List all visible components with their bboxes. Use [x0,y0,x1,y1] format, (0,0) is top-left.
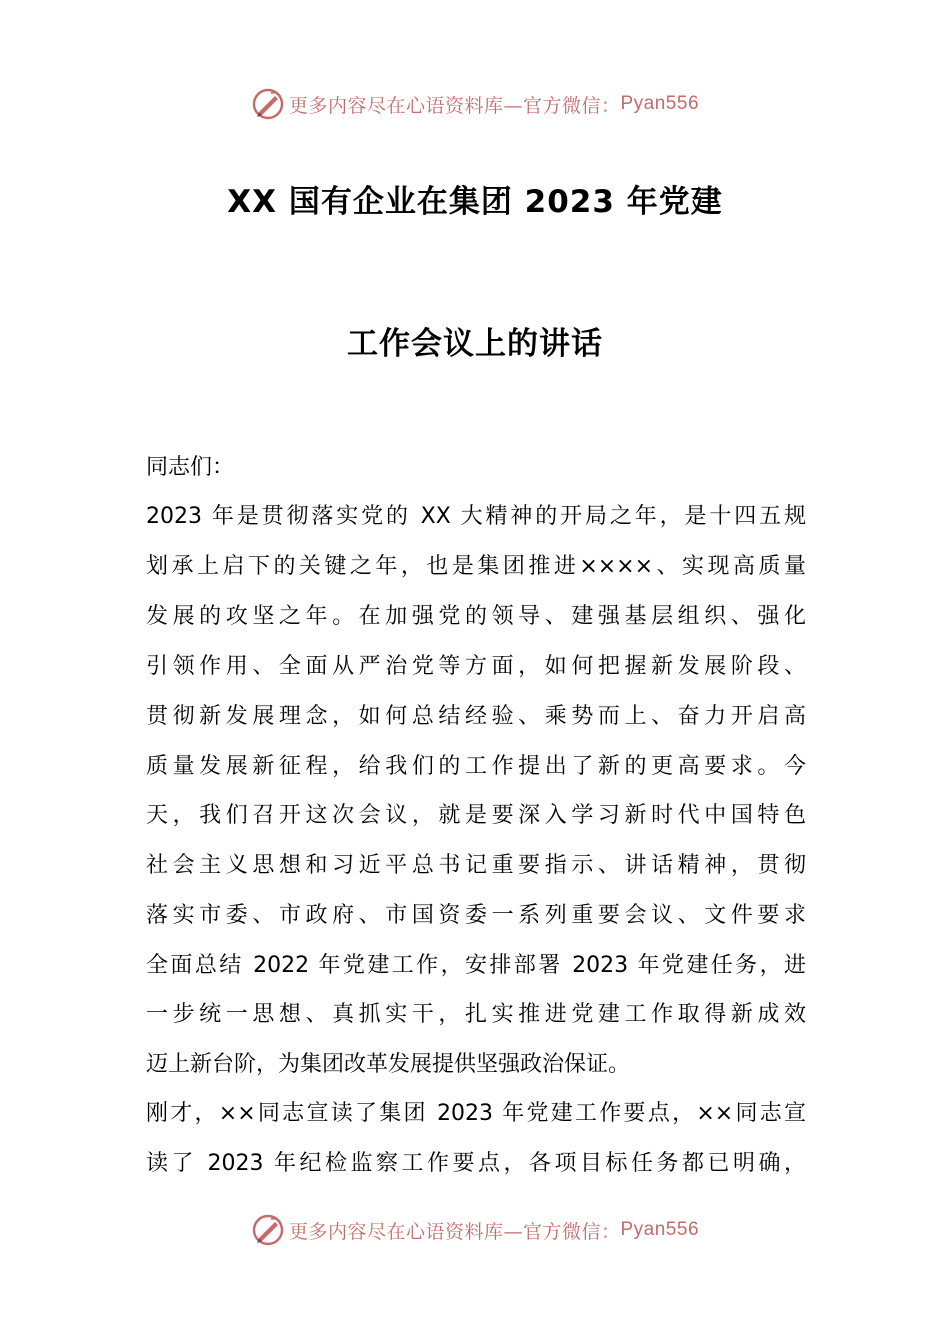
body-line: 社会主义思想和习近平总书记重要指示、讲话精神，贯彻 [146,853,806,878]
body-line: 迈上新台阶，为集团改革发展提供坚强政治保证。 [146,1052,631,1077]
body-line: 引领作用、全面从严治党等方面，如何把握新发展阶段、 [146,654,806,679]
body-line: 刚才，××同志宣读了集团 2023 年党建工作要点，××同志宣 [146,1101,806,1126]
body-line: 一步统一思想、真抓实干，扎实推进党建工作取得新成效 [146,1002,806,1027]
watermark-footer [0,1210,950,1250]
document-title-line-2: 工作会议上的讲话 [347,326,603,362]
document-title-line-1: XX 国有企业在集团 2023 年党建 [227,184,723,220]
body-line: 落实市委、市政府、市国资委一系列重要会议、文件要求 [146,903,806,928]
body-line: 划承上启下的关键之年，也是集团推进××××、实现高质量 [146,554,806,579]
pen-logo-icon [251,1213,285,1247]
body-line: 发展的攻坚之年。在加强党的领导、建强基层组织、强化 [146,604,806,629]
watermark-header [0,84,950,124]
watermark-wechat-id: Pyan556 [620,93,700,114]
body-line: 2023 年是贯彻落实党的 XX 大精神的开局之年，是十四五规 [146,504,806,529]
pen-logo-icon [251,87,285,121]
body-line: 贯彻新发展理念，如何总结经验、乘势而上、奋力开启高 [146,704,806,729]
body-line: 读了 2023 年纪检监察工作要点，各项目标任务都已明确， [146,1151,806,1176]
watermark-text: 更多内容尽在心语资料库—官方微信： [288,94,621,117]
body-line: 全面总结 2022 年党建工作，安排部署 2023 年党建任务，进 [146,953,806,978]
salutation: 同志们： [146,455,235,480]
watermark-wechat-id: Pyan556 [620,1219,700,1240]
body-line: 质量发展新征程，给我们的工作提出了新的更高要求。今 [146,754,806,779]
body-line: 天，我们召开这次会议，就是要深入学习新时代中国特色 [146,803,806,828]
watermark-text: 更多内容尽在心语资料库—官方微信： [288,1220,621,1243]
